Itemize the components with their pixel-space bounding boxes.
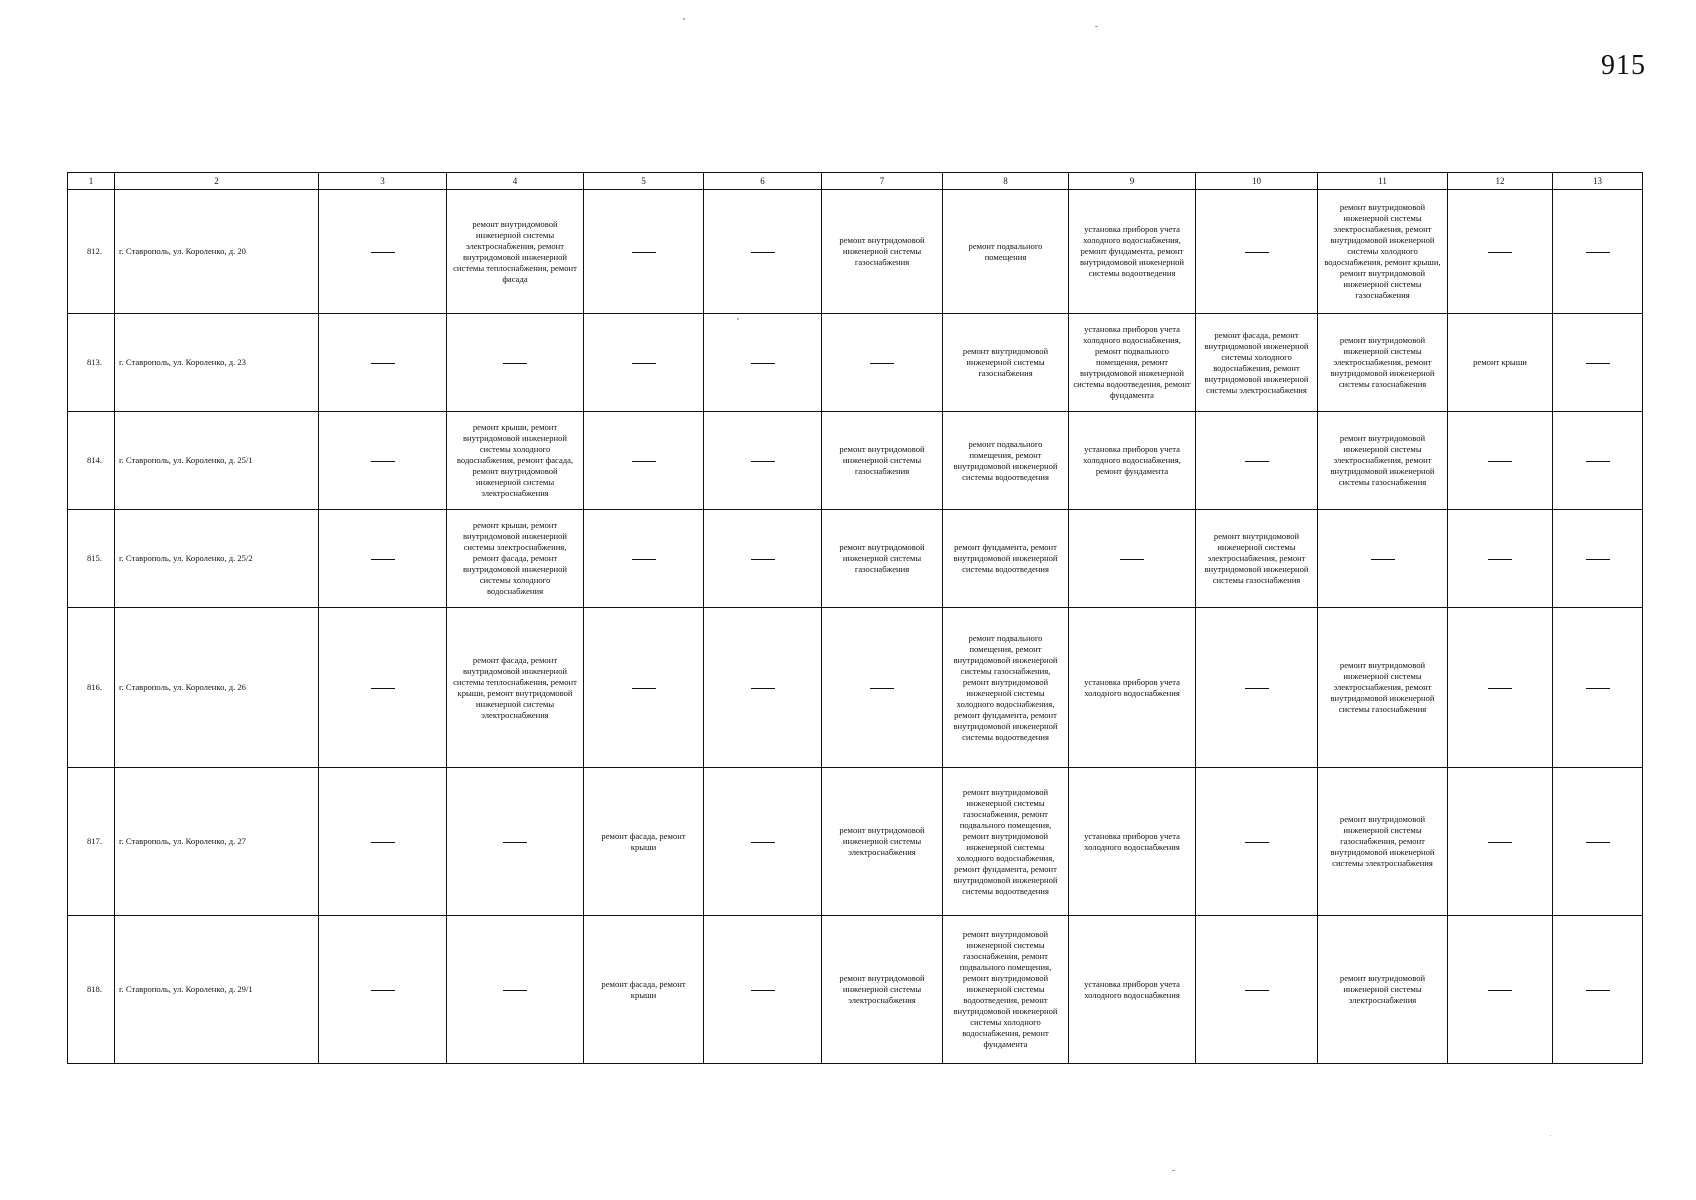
work-cell-c4: ремонт крыши, ремонт внутридомовой инженерной системы холодного водоснабжения, ремонт фасада, ремонт внутридомовой инженерной системы электроснабжения [447, 412, 584, 510]
scan-speck [737, 318, 739, 320]
work-cell-c10: ремонт фасада, ремонт внутридомовой инженерной системы холодного водоснабжения, ремонт внутридомовой инженерной системы электроснабжения [1196, 314, 1318, 412]
empty-cell-c13 [1553, 768, 1643, 916]
column-header-12: 12 [1448, 173, 1553, 190]
table-row [68, 916, 1643, 1064]
dash-mark [751, 363, 775, 364]
row-number: 814. [68, 412, 115, 510]
table-body [68, 190, 1643, 1064]
repair-schedule-table [67, 172, 1643, 1064]
empty-cell-c3 [319, 608, 447, 768]
dash-mark [1586, 990, 1610, 991]
work-cell-c11: ремонт внутридомовой инженерной системы электроснабжения, ремонт внутридомовой инженерной системы газоснабжения [1318, 314, 1448, 412]
empty-cell-c6 [704, 190, 822, 314]
empty-cell-c5 [584, 412, 704, 510]
dash-mark [632, 461, 656, 462]
table-row [68, 314, 1643, 412]
dash-mark [1586, 461, 1610, 462]
work-cell-c9: установка приборов учета холодного водоснабжения [1069, 608, 1196, 768]
dash-mark [632, 252, 656, 253]
dash-mark [1488, 252, 1512, 253]
empty-cell-c11 [1318, 510, 1448, 608]
column-header-11: 11 [1318, 173, 1448, 190]
empty-cell-c5 [584, 608, 704, 768]
work-cell-c11: ремонт внутридомовой инженерной системы газоснабжения, ремонт внутридомовой инженерной системы электроснабжения [1318, 768, 1448, 916]
dash-mark [870, 363, 894, 364]
address-cell: г. Ставрополь, ул. Короленко, д. 20 [115, 190, 319, 314]
column-header-7: 7 [822, 173, 943, 190]
empty-cell-c4 [447, 916, 584, 1064]
scan-speck [1172, 1170, 1175, 1171]
address-cell: г. Ставрополь, ул. Короленко, д. 23 [115, 314, 319, 412]
dash-mark [1371, 559, 1395, 560]
work-cell-c8: ремонт внутридомовой инженерной системы газоснабжения [943, 314, 1069, 412]
dash-mark [1586, 252, 1610, 253]
dash-mark [1245, 252, 1269, 253]
empty-cell-c6 [704, 768, 822, 916]
work-cell-c7: ремонт внутридомовой инженерной системы газоснабжения [822, 190, 943, 314]
scan-speck [1550, 1135, 1551, 1136]
work-cell-c8: ремонт подвального помещения, ремонт внутридомовой инженерной системы водоотведения [943, 412, 1069, 510]
dash-mark [1245, 990, 1269, 991]
empty-cell-c6 [704, 510, 822, 608]
work-cell-c8: ремонт внутридомовой инженерной системы газоснабжения, ремонт подвального помещения, ремонт внутридомовой инженерной системы водоотведения, ремонт внутридомовой инженерной системы холодного водоснабжения, ремонт фундамента [943, 916, 1069, 1064]
empty-cell-c5 [584, 190, 704, 314]
scan-speck [1095, 26, 1098, 27]
empty-cell-c10 [1196, 412, 1318, 510]
column-number-row [68, 173, 1643, 190]
dash-mark [1586, 363, 1610, 364]
work-cell-c5: ремонт фасада, ремонт крыши [584, 916, 704, 1064]
work-cell-c8: ремонт фундамента, ремонт внутридомовой инженерной системы водоотведения [943, 510, 1069, 608]
column-header-10: 10 [1196, 173, 1318, 190]
column-header-13: 13 [1553, 173, 1643, 190]
empty-cell-c12 [1448, 608, 1553, 768]
column-header-5: 5 [584, 173, 704, 190]
dash-mark [371, 559, 395, 560]
empty-cell-c12 [1448, 412, 1553, 510]
dash-mark [1586, 559, 1610, 560]
dash-mark [371, 842, 395, 843]
empty-cell-c13 [1553, 510, 1643, 608]
dash-mark [1488, 990, 1512, 991]
empty-cell-c5 [584, 314, 704, 412]
work-cell-c11: ремонт внутридомовой инженерной системы электроснабжения, ремонт внутридомовой инженерной системы холодного водоснабжения, ремонт крыши, ремонт внутридомовой инженерной системы газоснабжения [1318, 190, 1448, 314]
empty-cell-c13 [1553, 916, 1643, 1064]
empty-cell-c7 [822, 314, 943, 412]
dash-mark [1586, 842, 1610, 843]
work-cell-c9: установка приборов учета холодного водоснабжения, ремонт фундамента [1069, 412, 1196, 510]
work-cell-c7: ремонт внутридомовой инженерной системы электроснабжения [822, 916, 943, 1064]
empty-cell-c3 [319, 916, 447, 1064]
address-cell: г. Ставрополь, ул. Короленко, д. 25/2 [115, 510, 319, 608]
empty-cell-c3 [319, 190, 447, 314]
empty-cell-c6 [704, 314, 822, 412]
dash-mark [1245, 842, 1269, 843]
work-cell-c5: ремонт фасада, ремонт крыши [584, 768, 704, 916]
dash-mark [371, 461, 395, 462]
empty-cell-c10 [1196, 916, 1318, 1064]
empty-cell-c13 [1553, 314, 1643, 412]
work-cell-c8: ремонт подвального помещения [943, 190, 1069, 314]
work-cell-c9: установка приборов учета холодного водоснабжения [1069, 768, 1196, 916]
empty-cell-c3 [319, 412, 447, 510]
column-header-2: 2 [115, 173, 319, 190]
row-number: 812. [68, 190, 115, 314]
empty-cell-c10 [1196, 190, 1318, 314]
work-cell-c4: ремонт внутридомовой инженерной системы электроснабжения, ремонт внутридомовой инженерной системы теплоснабжения, ремонт фасада [447, 190, 584, 314]
column-header-9: 9 [1069, 173, 1196, 190]
empty-cell-c13 [1553, 190, 1643, 314]
empty-cell-c6 [704, 916, 822, 1064]
empty-cell-c13 [1553, 412, 1643, 510]
empty-cell-c12 [1448, 916, 1553, 1064]
address-cell: г. Ставрополь, ул. Короленко, д. 26 [115, 608, 319, 768]
empty-cell-c5 [584, 510, 704, 608]
dash-mark [1586, 688, 1610, 689]
work-cell-c11: ремонт внутридомовой инженерной системы электроснабжения, ремонт внутридомовой инженерной системы газоснабжения [1318, 412, 1448, 510]
column-header-3: 3 [319, 173, 447, 190]
dash-mark [371, 688, 395, 689]
dash-mark [503, 363, 527, 364]
empty-cell-c12 [1448, 768, 1553, 916]
work-cell-c9: установка приборов учета холодного водоснабжения, ремонт подвального помещения, ремонт внутридомовой инженерной системы водоотведения, ремонт фундамента [1069, 314, 1196, 412]
empty-cell-c13 [1553, 608, 1643, 768]
column-header-8: 8 [943, 173, 1069, 190]
dash-mark [1120, 559, 1144, 560]
table-row [68, 608, 1643, 768]
empty-cell-c10 [1196, 768, 1318, 916]
empty-cell-c6 [704, 412, 822, 510]
row-number: 817. [68, 768, 115, 916]
dash-mark [751, 559, 775, 560]
dash-mark [1245, 461, 1269, 462]
dash-mark [870, 688, 894, 689]
column-header-6: 6 [704, 173, 822, 190]
work-cell-c7: ремонт внутридомовой инженерной системы электроснабжения [822, 768, 943, 916]
dash-mark [1488, 559, 1512, 560]
row-number: 815. [68, 510, 115, 608]
dash-mark [1488, 842, 1512, 843]
page-number: 915 [1601, 50, 1646, 81]
address-cell: г. Ставрополь, ул. Короленко, д. 25/1 [115, 412, 319, 510]
address-cell: г. Ставрополь, ул. Короленко, д. 27 [115, 768, 319, 916]
dash-mark [632, 363, 656, 364]
work-cell-c11: ремонт внутридомовой инженерной системы электроснабжения, ремонт внутридомовой инженерной системы газоснабжения [1318, 608, 1448, 768]
dash-mark [1488, 461, 1512, 462]
dash-mark [751, 842, 775, 843]
dash-mark [751, 461, 775, 462]
column-header-1: 1 [68, 173, 115, 190]
column-header-4: 4 [447, 173, 584, 190]
empty-cell-c7 [822, 608, 943, 768]
dash-mark [1488, 688, 1512, 689]
dash-mark [503, 842, 527, 843]
empty-cell-c6 [704, 608, 822, 768]
dash-mark [751, 688, 775, 689]
empty-cell-c9 [1069, 510, 1196, 608]
dash-mark [751, 990, 775, 991]
work-cell-c9: установка приборов учета холодного водоснабжения, ремонт фундамента, ремонт внутридомовой инженерной системы водоотведения [1069, 190, 1196, 314]
empty-cell-c4 [447, 768, 584, 916]
row-number: 818. [68, 916, 115, 1064]
work-cell-c10: ремонт внутридомовой инженерной системы электроснабжения, ремонт внутридомовой инженерной системы газоснабжения [1196, 510, 1318, 608]
address-cell: г. Ставрополь, ул. Короленко, д. 29/1 [115, 916, 319, 1064]
dash-mark [632, 559, 656, 560]
row-number: 813. [68, 314, 115, 412]
table-row [68, 510, 1643, 608]
table-row [68, 412, 1643, 510]
work-cell-c7: ремонт внутридомовой инженерной системы газоснабжения [822, 412, 943, 510]
dash-mark [371, 990, 395, 991]
work-cell-c4: ремонт крыши, ремонт внутридомовой инженерной системы электроснабжения, ремонт фасада, ремонт внутридомовой инженерной системы холодного водоснабжения [447, 510, 584, 608]
table-row [68, 190, 1643, 314]
empty-cell-c3 [319, 510, 447, 608]
empty-cell-c10 [1196, 608, 1318, 768]
empty-cell-c3 [319, 768, 447, 916]
table-row [68, 768, 1643, 916]
row-number: 816. [68, 608, 115, 768]
dash-mark [1245, 688, 1269, 689]
empty-cell-c12 [1448, 510, 1553, 608]
dash-mark [371, 252, 395, 253]
dash-mark [632, 688, 656, 689]
work-cell-c4: ремонт фасада, ремонт внутридомовой инженерной системы теплоснабжения, ремонт крыши, ремонт внутридомовой инженерной системы электроснабжения [447, 608, 584, 768]
work-cell-c7: ремонт внутридомовой инженерной системы газоснабжения [822, 510, 943, 608]
scan-speck [683, 18, 685, 20]
empty-cell-c3 [319, 314, 447, 412]
work-cell-c9: установка приборов учета холодного водоснабжения [1069, 916, 1196, 1064]
work-cell-c8: ремонт подвального помещения, ремонт внутридомовой инженерной системы газоснабжения, ремонт внутридомовой инженерной системы холодного водоснабжения, ремонт фундамента, ремонт внутридомовой инженерной системы водоотведения [943, 608, 1069, 768]
work-cell-c11: ремонт внутридомовой инженерной системы электроснабжения [1318, 916, 1448, 1064]
empty-cell-c12 [1448, 190, 1553, 314]
dash-mark [751, 252, 775, 253]
work-cell-c8: ремонт внутридомовой инженерной системы газоснабжения, ремонт подвального помещения, ремонт внутридомовой инженерной системы холодного водоснабжения, ремонт фундамента, ремонт внутридомовой инженерной системы водоотведения [943, 768, 1069, 916]
work-cell-c12: ремонт крыши [1448, 314, 1553, 412]
empty-cell-c4 [447, 314, 584, 412]
dash-mark [503, 990, 527, 991]
dash-mark [371, 363, 395, 364]
